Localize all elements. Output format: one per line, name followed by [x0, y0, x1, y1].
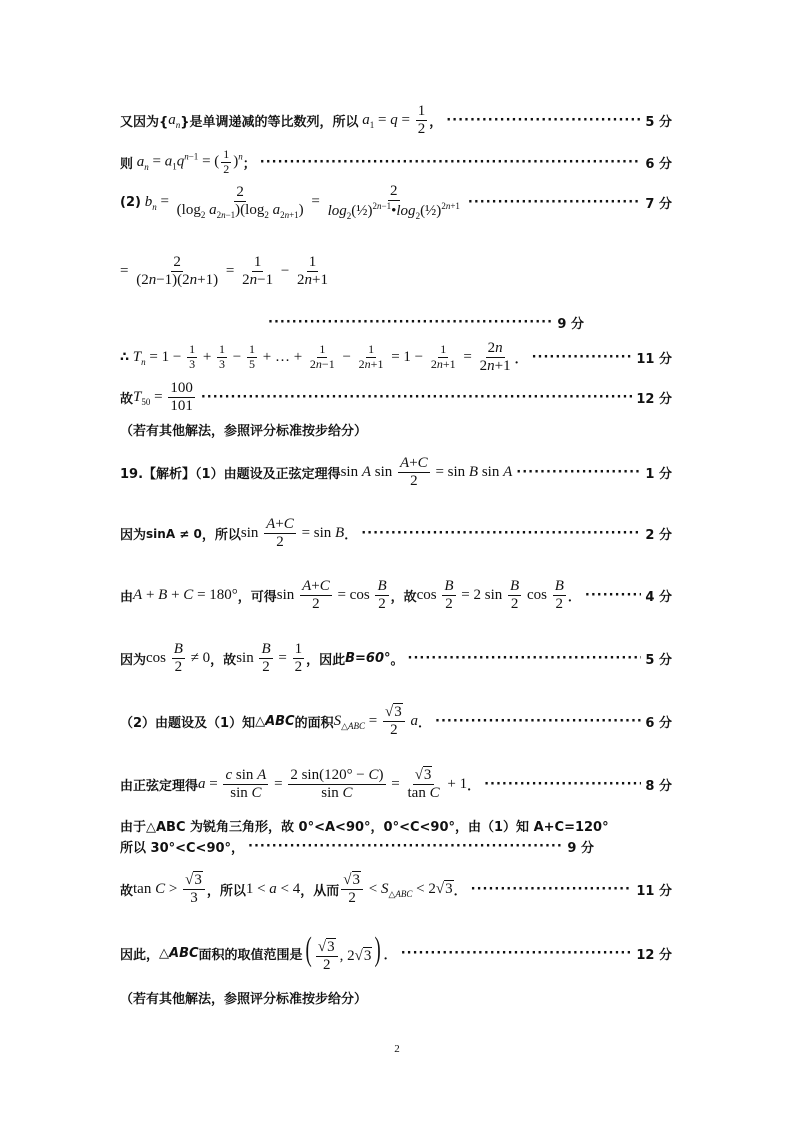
score: 12 分 — [636, 392, 672, 408]
formula-t50: $T_{50}$ = $\frac{100}{101}$ — [133, 380, 193, 415]
line-acute-triangle: 由于△ABC 为锐角三角形，故 0°<A<90°，0°<C<90°，由（1）知 A+C=120° — [120, 820, 609, 835]
line-19-5: 因为 cos $\frac{B}{2}$ ≠ 0 ，故 sin $\frac{B}{2}$ = $\frac{1}{2}$ ，因此 B=60° 。 ····· 5 分 — [120, 641, 672, 677]
score: 5 分 — [645, 653, 672, 669]
score: 6 分 — [645, 156, 672, 172]
line-19-4: 由 A + B + C = 180° ，可得 sin $\frac{A+C}{2}$ = cos $\frac{B}{2}$ ，故 cos $\frac{B}{2}$ = 2 sin $\frac{B}{2}$ cos $\frac{B}{2}$ ． ····· 4 分 — [120, 578, 672, 614]
line-9 — [268, 313, 584, 332]
formula-a1-q: $a_1 = q$ = $\frac{1}{2}$ — [362, 103, 426, 138]
score: 7 分 — [645, 196, 672, 212]
line-19-1: 19.【解析】（1）由题设及正弦定理得 sin A sin $\frac{A+C}{2}$ = sin B sin A ····· 1 分 — [120, 455, 672, 491]
score: 12 分 — [636, 948, 672, 964]
formula-bn-partial: = $\frac{2}{(2n-1)(2n+1)}$ = $\frac{1}{2n-1}$ − $\frac{1}{2n+1}$ — [120, 254, 329, 289]
line-11: ∴ $T_n = 1$ − $\frac{1}{3}$ + $\frac{1}{3}$ − $\frac{1}{5}$ + … + $\frac{1}{2n-1}$ − $\frac{1}{2n+1}$ = 1 − $\frac{1}{2n+1}$ = $\frac{2n}{2n+1}$ ． ····· 11 分 — [120, 340, 672, 376]
score: 1 分 — [645, 467, 672, 483]
score: 11 分 — [636, 884, 672, 900]
line-19-6: （2）由题设及（1）知 △ABC 的面积 $S_{\triangle ABC}$ = $\frac{√3}{2}$ a ． ····· 6 分 — [120, 704, 672, 740]
formula-sine-rule: sin A sin $\frac{A+C}{2}$ = sin B sin A — [340, 455, 513, 490]
formula-tn: $T_n = 1$ − $\frac{1}{3}$ + $\frac{1}{3}$ − $\frac{1}{5}$ + … + $\frac{1}{2n-1}$ − $\frac{1}{2n+1}$ = 1 − $\frac{1}{2n+1}$ = $\frac{2n}{2n+1}$ — [132, 340, 511, 375]
line-19-9: 所以 30°<C<90°， ····· 9 分 — [120, 837, 594, 856]
note-other-methods-2: （若有其他解法，参照评分标准按步给分） — [120, 992, 368, 1007]
score: 4 分 — [645, 590, 672, 606]
line-6: 则 $a_n = a_1q^{n-1}$ = ( $\frac{1}{2}$ )$^n$ ； ····· 6 分 — [120, 148, 672, 177]
line-12: 故 $T_{50}$ = $\frac{100}{101}$ ····· 12 分 — [120, 380, 672, 416]
score: 5 分 — [645, 115, 672, 131]
score: 2 分 — [645, 528, 672, 544]
page-number: 2 — [394, 1043, 400, 1055]
score: 9 分 — [567, 841, 594, 856]
score: 11 分 — [636, 352, 672, 368]
formula-an: $a_n = a_1q^{n-1}$ = ( $\frac{1}{2}$ )$^n$ — [136, 147, 243, 176]
line-5: 又因为{ $a_n$ }是单调递减的等比数列，所以 $a_1 = q$ = $\frac{1}{2}$ ， ····· 5 分 — [120, 103, 672, 139]
score: 9 分 — [557, 317, 584, 332]
formula-bn: $b_n$ = $\frac{2}{(\log_2 a_{2n-1})(\log_2 a_{2n+1})}$ = $\frac{2}{\log_2(\frac{1}{2})^{2n-1}•\log_2(\frac{1}{2})^{2n+1}}$ — [144, 183, 460, 222]
formula-sin-half: sin $\frac{A+C}{2}$ = sin B — [240, 516, 345, 551]
line-7: (2) $b_n$ = $\frac{2}{(\log_2 a_{2n-1})(\log_2 a_{2n+1})}$ = $\frac{2}{\log_2(\frac{1}{2})^{2n-1}•\log_2(\frac{1}{2})^{2n+1}}$ ····· 7 分 — [120, 183, 672, 222]
note-other-methods: （若有其他解法，参照评分标准按步给分） — [120, 424, 368, 439]
line-19-2: 因为 sinA ≠ 0 ，所以 sin $\frac{A+C}{2}$ = sin B ． ····· 2 分 — [120, 516, 672, 552]
line-19-11: 故 tan C > $\frac{√3}{3}$ ，所以 1 < a < 4 ，从而 $\frac{√3}{2}$ < $S_{\triangle ABC} < 2√3$ ． ····· 11 分 — [120, 872, 672, 908]
score: 8 分 — [645, 779, 672, 795]
line-19-8: 由正弦定理得 a = $\frac{\text{c sin A}}{\text{sin C}}$ = $\frac{2 \sin(120^\circ - C)}{\text{sin C}}$ = $\frac{√3}{\text{tan C}}$ + 1 ． ····· 8 分 — [120, 767, 672, 803]
score: 6 分 — [645, 716, 672, 732]
line-bn-expansion — [120, 254, 672, 290]
line-19-12: 因此， △ABC 面积的取值范围是 ( $\frac{√3}{2}$ , 2√3 ) ． ····· 12 分 — [120, 933, 672, 974]
